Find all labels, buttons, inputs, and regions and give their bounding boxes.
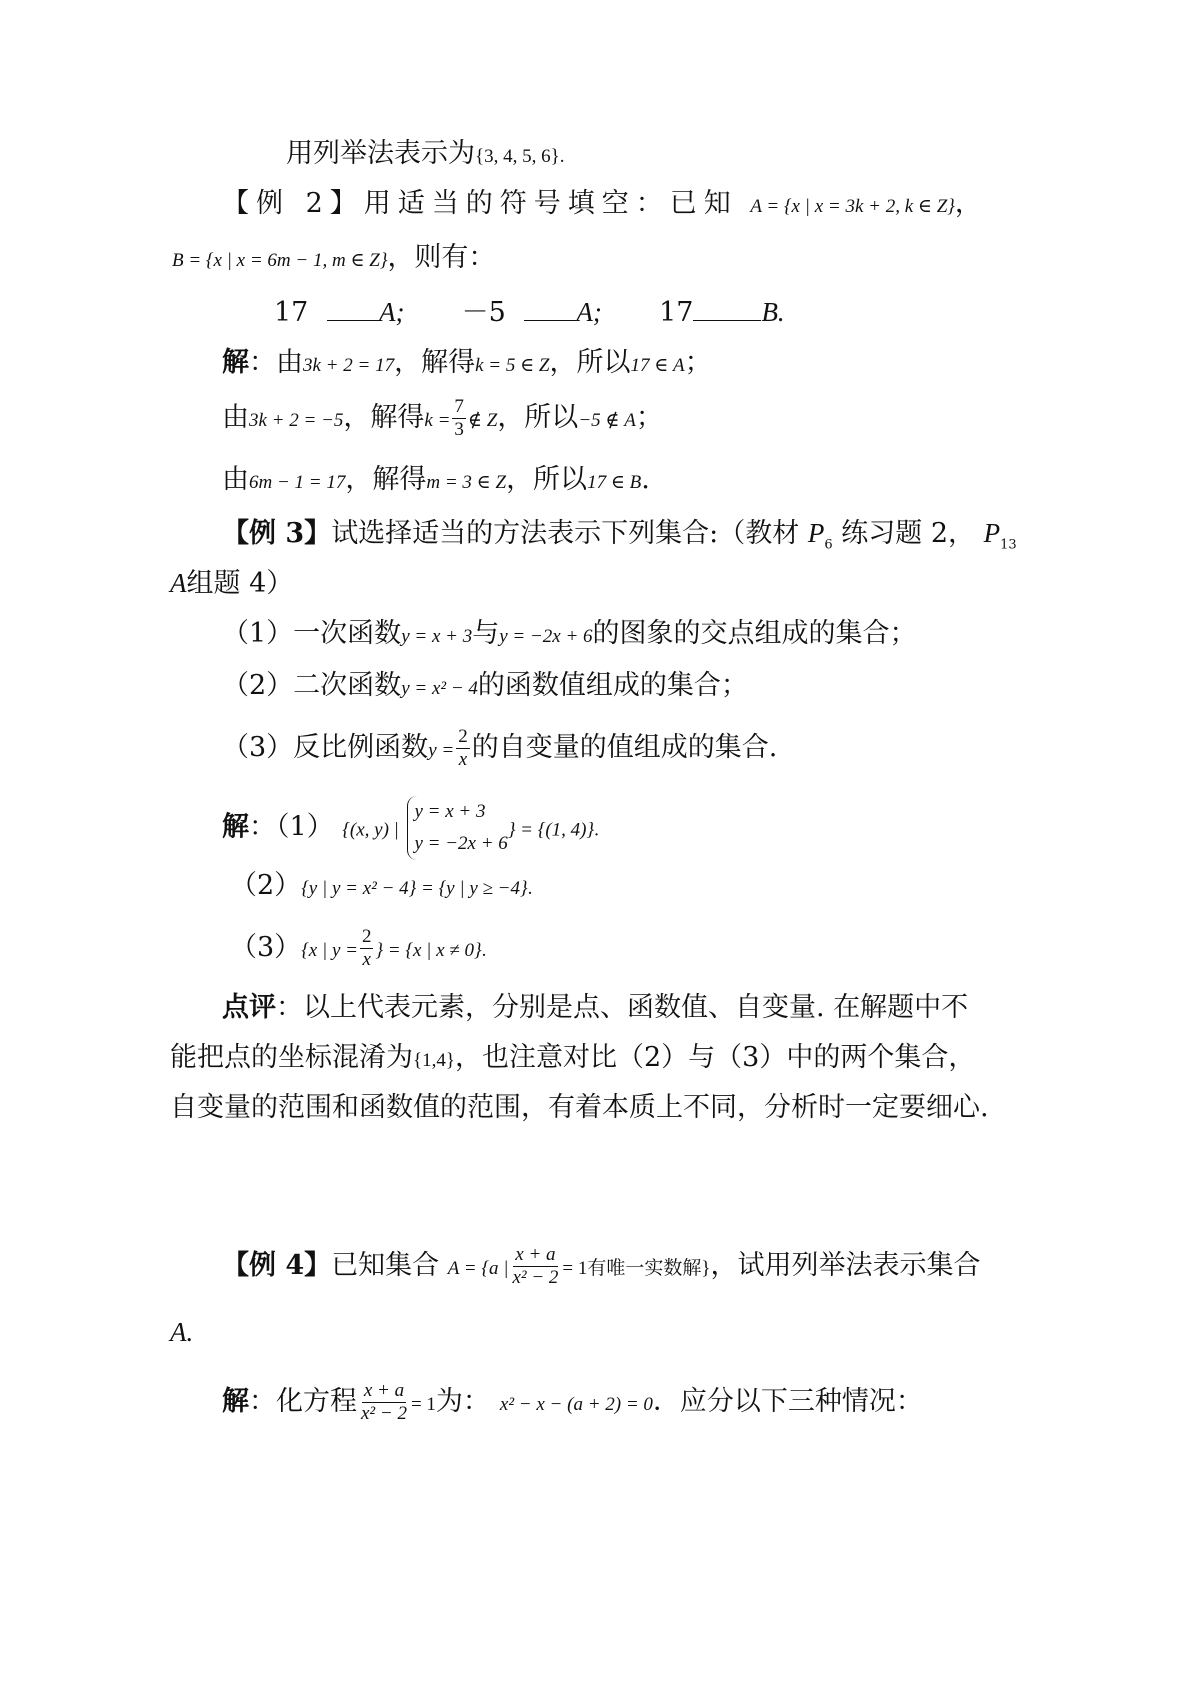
math-expr: y = −2x + 6 [499,626,593,647]
text-span: 的图象的交点组成的集合； [592,618,917,649]
solution-label: 解 [222,347,249,378]
solution-line [230,868,532,907]
fraction [360,926,374,971]
example-label: 【例 3】 [222,518,332,549]
math-expr: −5 ∉ A [578,410,636,431]
example-3-heading [222,515,1017,563]
math-expr: 17 ∈ A [630,355,685,376]
text-span: ，所以 [549,347,631,378]
fraction-numerator: 2 [458,726,468,747]
text-span: ，则有： [387,242,496,273]
text-line [170,1314,193,1351]
text-span: 为： [435,1386,490,1417]
example-2-heading [222,186,982,225]
item-text: （1）一次函数 [222,618,402,649]
text-span: （3） [230,932,302,963]
text-span: 由 [222,464,249,495]
math-expr: {x | y = [301,940,358,961]
text-line [172,240,495,279]
blank-number: －5 [461,297,506,328]
math-expr: A = {a | [447,1258,509,1279]
text-span: ，所以 [497,402,579,433]
math-expr: y = x² − 4 [401,678,478,699]
problem-item [222,726,777,771]
fraction [510,1244,560,1289]
text-span: 与 [472,618,500,649]
equation: y = −2x + 6 [414,833,508,854]
solution-line [222,345,712,384]
math-expr: y = [428,740,455,761]
example-label: 【例 4】 [222,1250,332,1281]
fraction [452,396,466,441]
math-expr: } = {(1, 4)} [507,819,595,841]
math-expr: m = 3 ∈ Z [426,472,507,493]
answer-blank[interactable] [693,294,761,321]
text-span: ：（1） [249,811,334,843]
example-4-heading [222,1244,980,1289]
text-span: ，试用列举法表示集合 [710,1250,981,1281]
solution-line [222,1380,923,1425]
punct: . [594,819,599,841]
math-expr: } = {x | x ≠ 0} [375,940,482,961]
punct: . [641,464,650,495]
set-b-def: B = {x | x = 6m − 1, m ∈ Z} [172,250,388,271]
item-text: （3）反比例函数 [222,732,429,763]
text-span: 组题 4） [186,568,294,599]
item-text: （2）二次函数 [222,670,402,701]
text-span: ，解得 [345,464,427,495]
blank-set: A; [378,297,405,327]
math-expr: 3k + 2 = −5 [249,410,344,431]
math-expr: k = 5 ∈ Z [475,355,550,376]
answer-blank[interactable] [524,294,576,321]
example-text: 试选择适当的方法表示下列集合:（教材 [331,518,800,549]
problem-item [222,668,748,707]
text-span: ，解得 [343,402,425,433]
equation: y = x + 3 [414,801,486,822]
fraction-denominator: x [458,749,468,770]
text-span: 由 [222,402,249,433]
example-label: 【例 2】 [222,188,364,219]
text-span: 能把点的坐标混淆为 [170,1042,413,1073]
subscript: 13 [1000,537,1017,553]
math-expr: 6m − 1 = 17 [249,472,346,493]
text-span: ，所以 [506,464,588,495]
fill-in-blanks [274,294,785,331]
fraction-denominator: x [362,949,371,970]
math-var: P [983,518,1001,548]
blank-set: A; [576,297,602,327]
text-span: ：化方程 [249,1386,357,1417]
fraction [359,1380,409,1425]
fraction-denominator: x² − 2 [512,1267,559,1288]
math-expr: k = [424,410,451,431]
blank-number: 17 [274,297,309,328]
math-expr: {y | y = x² − 4} = {y | y ≥ −4} [301,878,528,899]
solution-line [222,396,663,441]
punct: . [481,940,487,961]
text-span: ：由 [249,347,303,378]
math-expr: 3k + 2 = 17 [303,355,395,376]
problem-item [222,616,917,655]
fraction [456,726,470,771]
math-expr: 17 ∈ B [587,472,642,493]
text-span: ．应分以下三种情况： [652,1386,923,1417]
blank-number: 17 [659,297,694,328]
text-span: 练习题 2， [841,518,976,549]
punct: . [559,146,565,167]
math-expr: x² − x − (a + 2) = 0 [499,1394,653,1415]
comment-line [170,1090,989,1126]
text-span: 的函数值组成的集合； [477,670,748,701]
text-span: ，也注意对比（2）与（3）中的两个集合， [455,1042,976,1073]
solution-line [222,462,650,501]
text-span: ，解得 [394,347,476,378]
fraction-denominator: 3 [454,419,464,440]
example-text: 已知集合 [331,1250,440,1281]
math-var: A. [170,1317,194,1347]
punct: . [527,878,533,899]
set-a-def: A = {x | x = 3k + 2, k ∈ Z} [750,196,955,217]
text-line [170,565,293,602]
equation-system [407,796,507,860]
subscript: 6 [824,537,833,553]
text-span: 用列举法表示为 [286,138,475,169]
math-expr: {(x, y) | [342,819,399,841]
math-var: P [807,518,825,548]
text-span: （2） [230,870,302,901]
fraction-numerator: 7 [454,396,464,417]
math-expr: y = x + 3 [401,626,473,647]
fraction-numerator: x + a [363,1380,405,1401]
solution-label: 解 [222,1386,249,1417]
math-expr: = 1有唯一实数解} [562,1258,711,1279]
comment-line [170,1040,975,1079]
fraction-numerator: x + a [515,1244,556,1265]
math-expr: = 1 [410,1394,436,1415]
fraction-numerator: 2 [361,926,372,947]
math-expr: ∉ Z [467,410,498,431]
math-expr: {1,4} [413,1050,455,1071]
punct: ； [635,402,663,433]
math-set: {3, 4, 5, 6} [475,146,560,167]
text-span: ：以上代表元素，分别是点、函数值、自变量. 在解题中不 [276,992,969,1023]
solution-line [230,926,486,971]
fraction-denominator: x² − 2 [361,1403,407,1424]
comment-label: 点评 [222,992,276,1023]
text-span: 的自变量的值组成的集合. [471,732,778,763]
math-var: A [170,568,187,598]
text-line [286,136,565,175]
blank-set: B. [761,297,785,327]
comment-line [222,990,968,1026]
text-span: 自变量的范围和函数值的范围，有着本质上不同，分析时一定要细心. [170,1092,989,1123]
punct: ， [954,188,982,219]
answer-blank[interactable] [327,294,379,321]
solution-line [222,796,599,860]
solution-label: 解 [222,811,249,843]
punct: ； [684,347,712,378]
example-text: 用适当的符号填空：已知 [363,188,738,219]
